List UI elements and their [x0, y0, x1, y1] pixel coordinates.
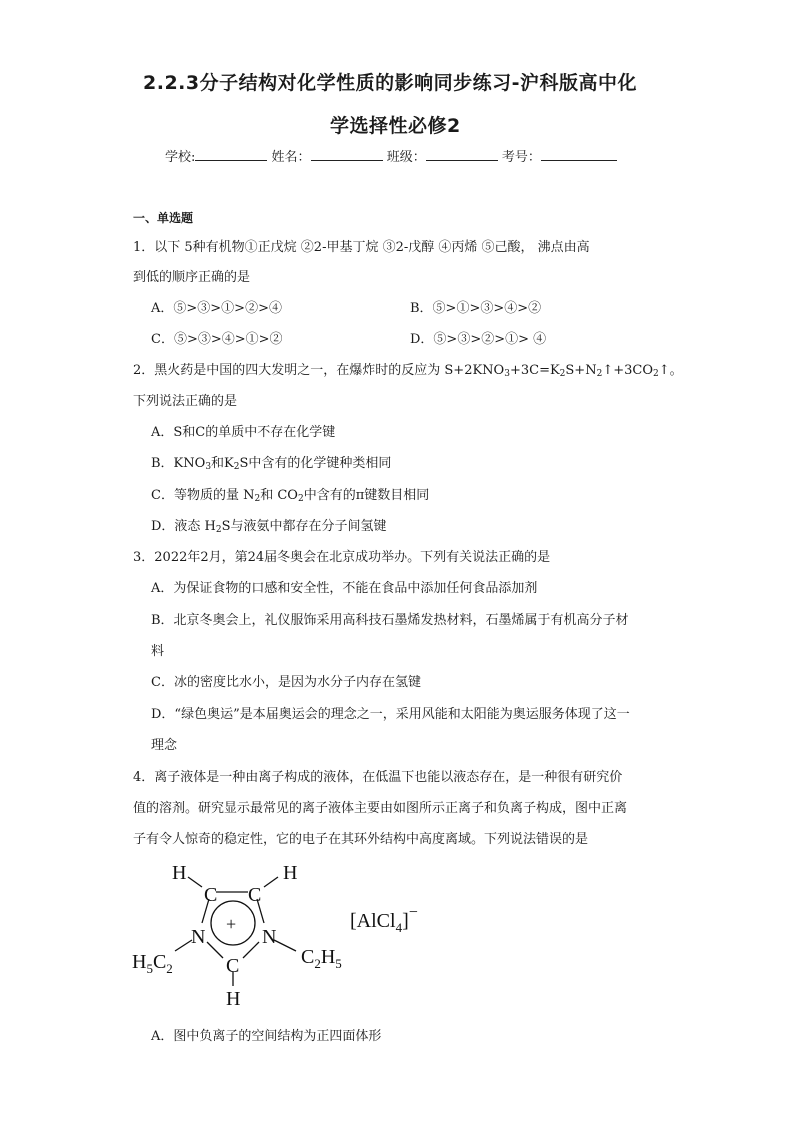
question-4-option-a[interactable]: A．图中负离子的空间结构为正四面体形: [151, 1029, 382, 1044]
question-1-option-a[interactable]: A．⑤>③>①>②>④: [151, 301, 282, 316]
question-1-option-d[interactable]: D．⑤>③>②>①> ④: [410, 332, 547, 347]
atom-n-right: N: [262, 926, 277, 948]
atom-n-left: N: [191, 926, 206, 948]
question-3-option-b-cont: 料: [151, 644, 165, 659]
anion-alcl4: [AlCl$_4$]−: [350, 904, 418, 935]
question-2-option-a[interactable]: A．S和C的单质中不存在化学键: [151, 425, 336, 440]
class-field[interactable]: [426, 148, 498, 161]
imidazolium-structure-diagram: [120, 855, 540, 1015]
question-4-line-3: 子有令人惊奇的稳定性，它的电子在其环外结构中高度离域。下列说法错误的是: [133, 832, 589, 847]
exam-number-field[interactable]: [541, 148, 617, 161]
class-label: 班级：: [386, 150, 426, 165]
section-title: 一、单选题: [133, 211, 194, 225]
question-1-line-1: 1．以下 5种有机物①正戊烷 ②2-甲基丁烷 ③2-戊醇 ④丙烯 ⑤己酸， 沸点由高: [133, 240, 590, 255]
exam-number-label: 考号：: [501, 150, 541, 165]
question-4-line-1: 4．离子液体是一种由离子构成的液体，在低温下也能以液态存在，是一种很有研究价: [133, 770, 623, 785]
atom-h-top-left: H: [172, 862, 187, 884]
info-fields: [165, 146, 617, 165]
question-3-option-d[interactable]: D．“绿色奥运”是本届奥运会的理念之一，采用风能和太阳能为奥运服务体现了这一: [151, 707, 630, 722]
question-4-line-2: 值的溶剂。研究显示最常见的离子液体主要由如图所示正离子和负离子构成，图中正离: [133, 801, 628, 816]
school-label: 学校:: [165, 150, 196, 165]
question-3-line-1: 3．2022年2月，第24届冬奥会在北京成功举办。下列有关说法正确的是: [133, 550, 551, 565]
ethyl-right: $C_2H_5$: [301, 946, 342, 971]
atom-c-top-right: C: [248, 884, 262, 906]
question-3-option-c[interactable]: C．冰的密度比水小，是因为水分子内存在氢键: [151, 675, 421, 690]
name-field[interactable]: [311, 148, 383, 161]
question-3-option-d-cont: 理念: [151, 738, 178, 753]
question-2-option-d[interactable]: D．液态 $H_2S$与液氨中都存在分子间氢键: [151, 519, 387, 535]
question-3-option-b[interactable]: B．北京冬奥会上，礼仪服饰采用高科技石墨烯发热材料，石墨烯属于有机高分子材: [151, 613, 629, 628]
question-3-option-a[interactable]: A．为保证食物的口感和安全性，不能在食品中添加任何食品添加剂: [151, 581, 538, 596]
atom-c-bottom: C: [226, 955, 240, 977]
atom-c-top-left: C: [204, 884, 218, 906]
atom-h-top-right: H: [283, 862, 298, 884]
name-label: 姓名：: [271, 150, 311, 165]
question-2-option-b[interactable]: B．$KNO_3$和$K_2S$中含有的化学键种类相同: [151, 456, 392, 472]
plus-charge: +: [226, 914, 237, 934]
question-1-option-c[interactable]: C．⑤>③>④>①>②: [151, 332, 283, 347]
question-1-option-b[interactable]: B．⑤>①>③>④>②: [410, 301, 542, 316]
atom-h-bottom: H: [226, 988, 241, 1010]
question-2-line-1: 2．黑火药是中国的四大发明之一，在爆炸时的反应为 $S+2KNO_3+3C=K_2S+N_2↑+3CO_2↑$。: [133, 363, 683, 379]
question-1-line-2: 到低的顺序正确的是: [133, 270, 251, 285]
question-2-line-2: 下列说法正确的是: [133, 394, 238, 409]
question-2-option-c[interactable]: C．等物质的量 $N_2$和 $CO_2$中含有的π键数目相同: [151, 488, 430, 504]
page-title-line1: 2.2.3分子结构对化学性质的影响同步练习-沪科版高中化: [143, 72, 637, 94]
school-field[interactable]: [195, 148, 267, 161]
ethyl-left: $H_5C_2$: [132, 951, 173, 976]
page-title-line2: 学选择性必修2: [330, 115, 461, 137]
